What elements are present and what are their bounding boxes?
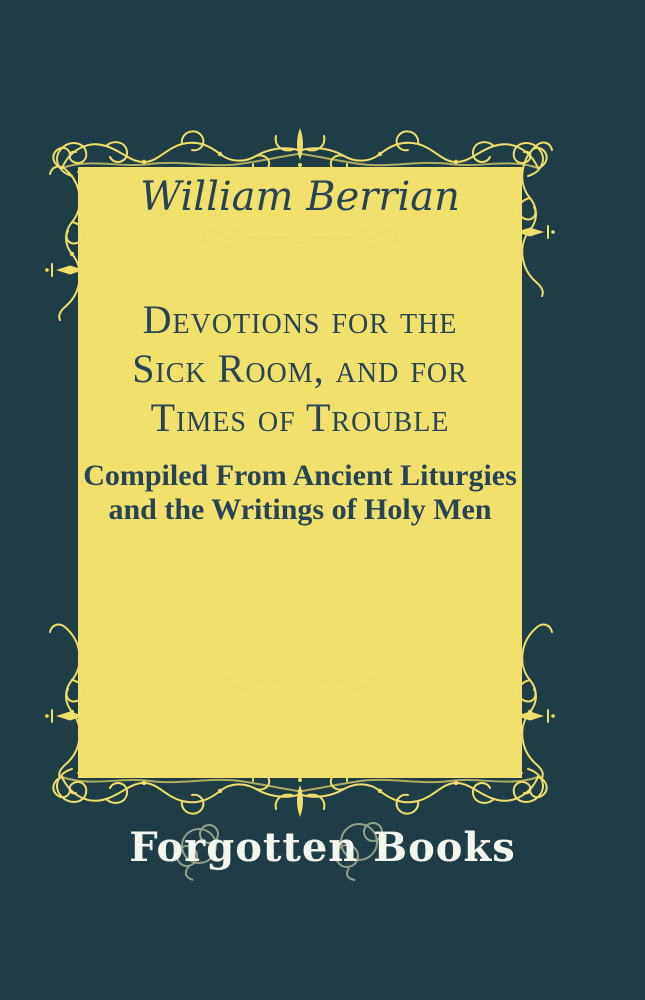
publisher-logo <box>0 816 645 888</box>
arrow-divider-icon <box>192 224 408 251</box>
bottom-border-flourish <box>53 773 546 817</box>
publisher-logo-text: Forgotten Books <box>129 824 516 871</box>
title-line-3: Times of Trouble <box>150 395 450 440</box>
book-title <box>78 295 522 442</box>
author-name: William Berrian <box>140 174 460 220</box>
title-line-2: Sick Room, and for <box>132 346 468 391</box>
arrow-divider-icon <box>218 671 382 692</box>
top-border-flourish <box>53 128 546 172</box>
cover-content <box>78 167 522 778</box>
subtitle-line-1: Compiled From Ancient Liturgies <box>83 459 517 492</box>
title-line-1: Devotions for the <box>142 297 458 342</box>
subtitle-line-2: and the Writings of Holy Men <box>108 493 492 526</box>
book-subtitle <box>78 459 522 527</box>
